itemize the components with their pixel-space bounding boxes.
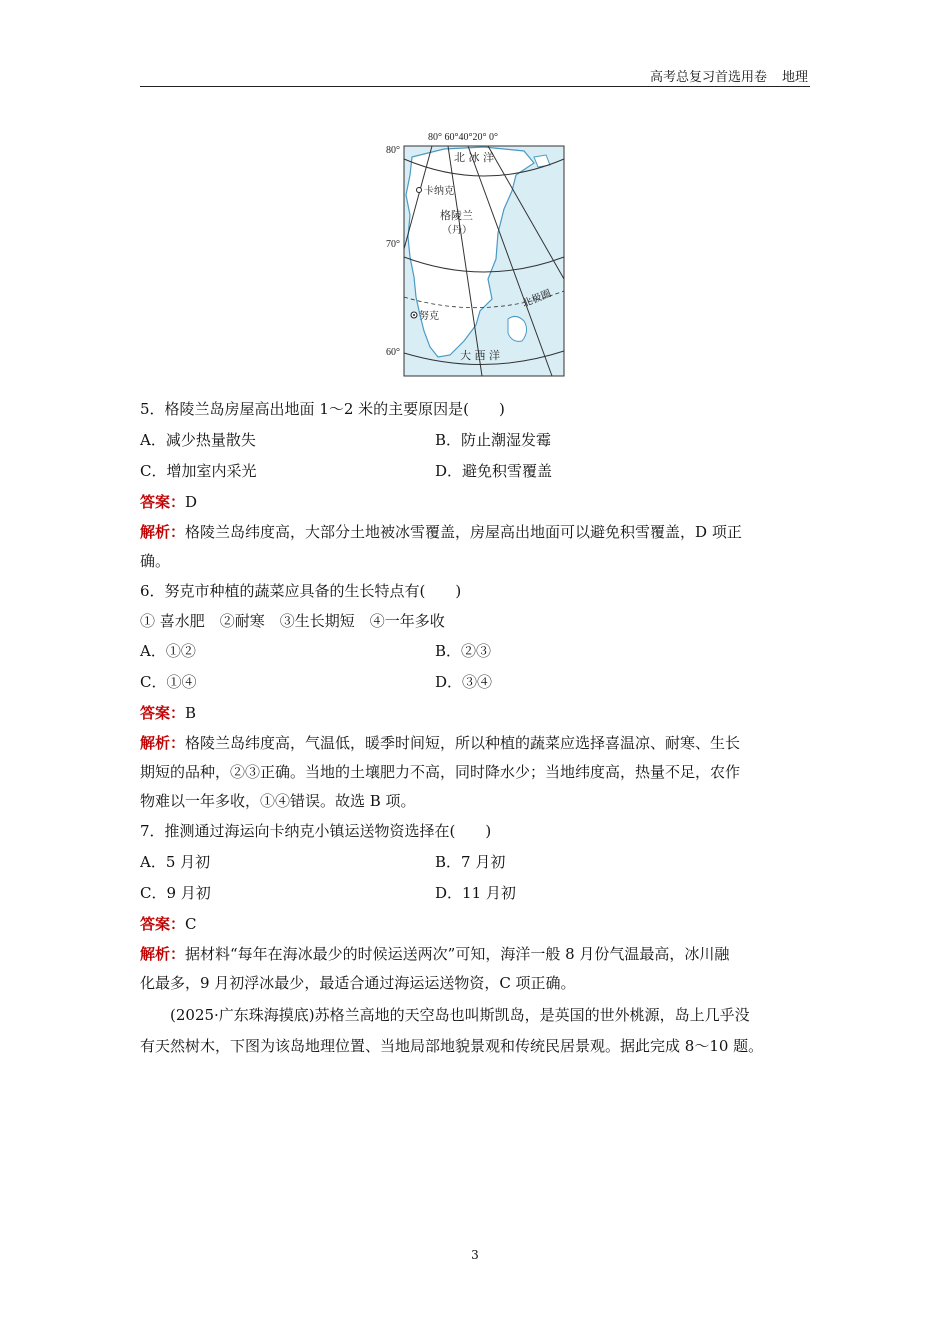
- q5-analysis-text-1: 格陵兰岛纬度高，大部分土地被冰雪覆盖，房屋高出地面可以避免积雪覆盖，D 项正: [185, 523, 742, 541]
- q5-analysis-label: 解析：: [140, 523, 186, 541]
- kanak-marker: [417, 188, 422, 193]
- q7-option-c: C．9 月初: [140, 884, 211, 902]
- q6-option-d: D．③④: [435, 673, 493, 691]
- q5-answer-value: D: [185, 493, 198, 511]
- map-lat-60: 60°: [386, 347, 400, 358]
- q6-option-b: B．②③: [435, 642, 492, 660]
- q6-stem: 6．努克市种植的蔬菜应具备的生长特点有( ): [140, 582, 462, 600]
- header-subject: 地理: [781, 70, 808, 85]
- q5-answer: [140, 491, 197, 513]
- q6-option-a: A．①②: [140, 642, 196, 660]
- q7-analysis-label: 解析：: [140, 945, 186, 963]
- q6-analysis-line-3: 物难以一年多收，①④错误。故选 B 项。: [140, 792, 416, 810]
- map-place-kanak: 卡纳克: [424, 186, 454, 197]
- page-number: 3: [471, 1248, 479, 1262]
- header-title: 高考总复习首选用卷: [649, 70, 767, 85]
- q6-answer: [140, 702, 196, 724]
- q6-analysis-line-1: [140, 732, 740, 754]
- page-header: [140, 66, 810, 87]
- q7-option-d: D．11 月初: [435, 884, 516, 902]
- q6-analysis-label: 解析：: [140, 734, 186, 752]
- q5-answer-label: 答案：: [140, 493, 186, 511]
- q6-answer-value: B: [185, 704, 197, 722]
- nuuk-marker-dot: [413, 314, 415, 316]
- ice-floe-1: [508, 316, 527, 341]
- q5-option-d: D．避免积雪覆盖: [435, 462, 553, 480]
- q5-analysis-line-1: [140, 521, 742, 543]
- q7-answer: [140, 913, 197, 935]
- q7-analysis-line-2: 化最多，9 月初浮冰最少，最适合通过海运运送物资，C 项正确。: [140, 974, 576, 992]
- q5-stem: 5．格陵兰岛房屋高出地面 1～2 米的主要原因是( ): [140, 400, 505, 418]
- map-ocean-atlantic: 大 西 洋: [460, 349, 500, 362]
- q7-answer-label: 答案：: [140, 915, 186, 933]
- map-arctic-circle: 北极圈: [521, 288, 553, 310]
- q6-analysis-text-1: 格陵兰岛纬度高，气温低，暖季时间短，所以种植的蔬菜应选择喜温凉、耐寒、生长: [185, 734, 741, 752]
- q6-answer-label: 答案：: [140, 704, 186, 722]
- intro-line-1: (2025·广东珠海摸底)苏格兰高地的天空岛也叫斯凯岛，是英国的世外桃源，岛上几乎没: [170, 1006, 750, 1024]
- map-ocean-north: 北 冰 洋: [454, 151, 494, 164]
- q5-option-a: A．减少热量散失: [140, 431, 256, 449]
- q5-analysis-line-2: 确。: [140, 552, 171, 570]
- q7-analysis-line-1: [140, 943, 729, 965]
- q7-stem: 7．推测通过海运向卡纳克小镇运送物资选择在( ): [140, 822, 492, 840]
- q7-option-a: A．5 月初: [140, 853, 211, 871]
- map-lat-70: 70°: [386, 239, 400, 250]
- q6-analysis-line-2: 期短的品种，②③正确。当地的土壤肥力不高，同时降水少；当地纬度高，热量不足，农作: [140, 763, 741, 781]
- map-place-nuuk: 努克: [419, 311, 439, 322]
- map-lat-80: 80°: [386, 145, 400, 156]
- map-lon-labels: 80° 60°40°20° 0°: [428, 132, 498, 143]
- q6-option-c: C．①④: [140, 673, 197, 691]
- map-country-note: （丹）: [442, 225, 472, 236]
- q7-analysis-text-1: 据材料“每年在海冰最少的时候运送两次”可知，海洋一般 8 月份气温最高，冰川融: [185, 945, 730, 963]
- greenland-map: [384, 129, 568, 379]
- q7-option-b: B．7 月初: [435, 853, 506, 871]
- intro-line-2: 有天然树木，下图为该岛地理位置、当地局部地貌景观和传统民居景观。据此完成 8～10 题。: [140, 1037, 764, 1055]
- q5-option-c: C．增加室内采光: [140, 462, 257, 480]
- q5-option-b: B．防止潮湿发霉: [435, 431, 552, 449]
- q7-answer-value: C: [185, 915, 197, 933]
- q6-items: ① 喜水肥 ②耐寒 ③生长期短 ④一年多收: [140, 612, 445, 630]
- map-country: 格陵兰: [440, 209, 473, 222]
